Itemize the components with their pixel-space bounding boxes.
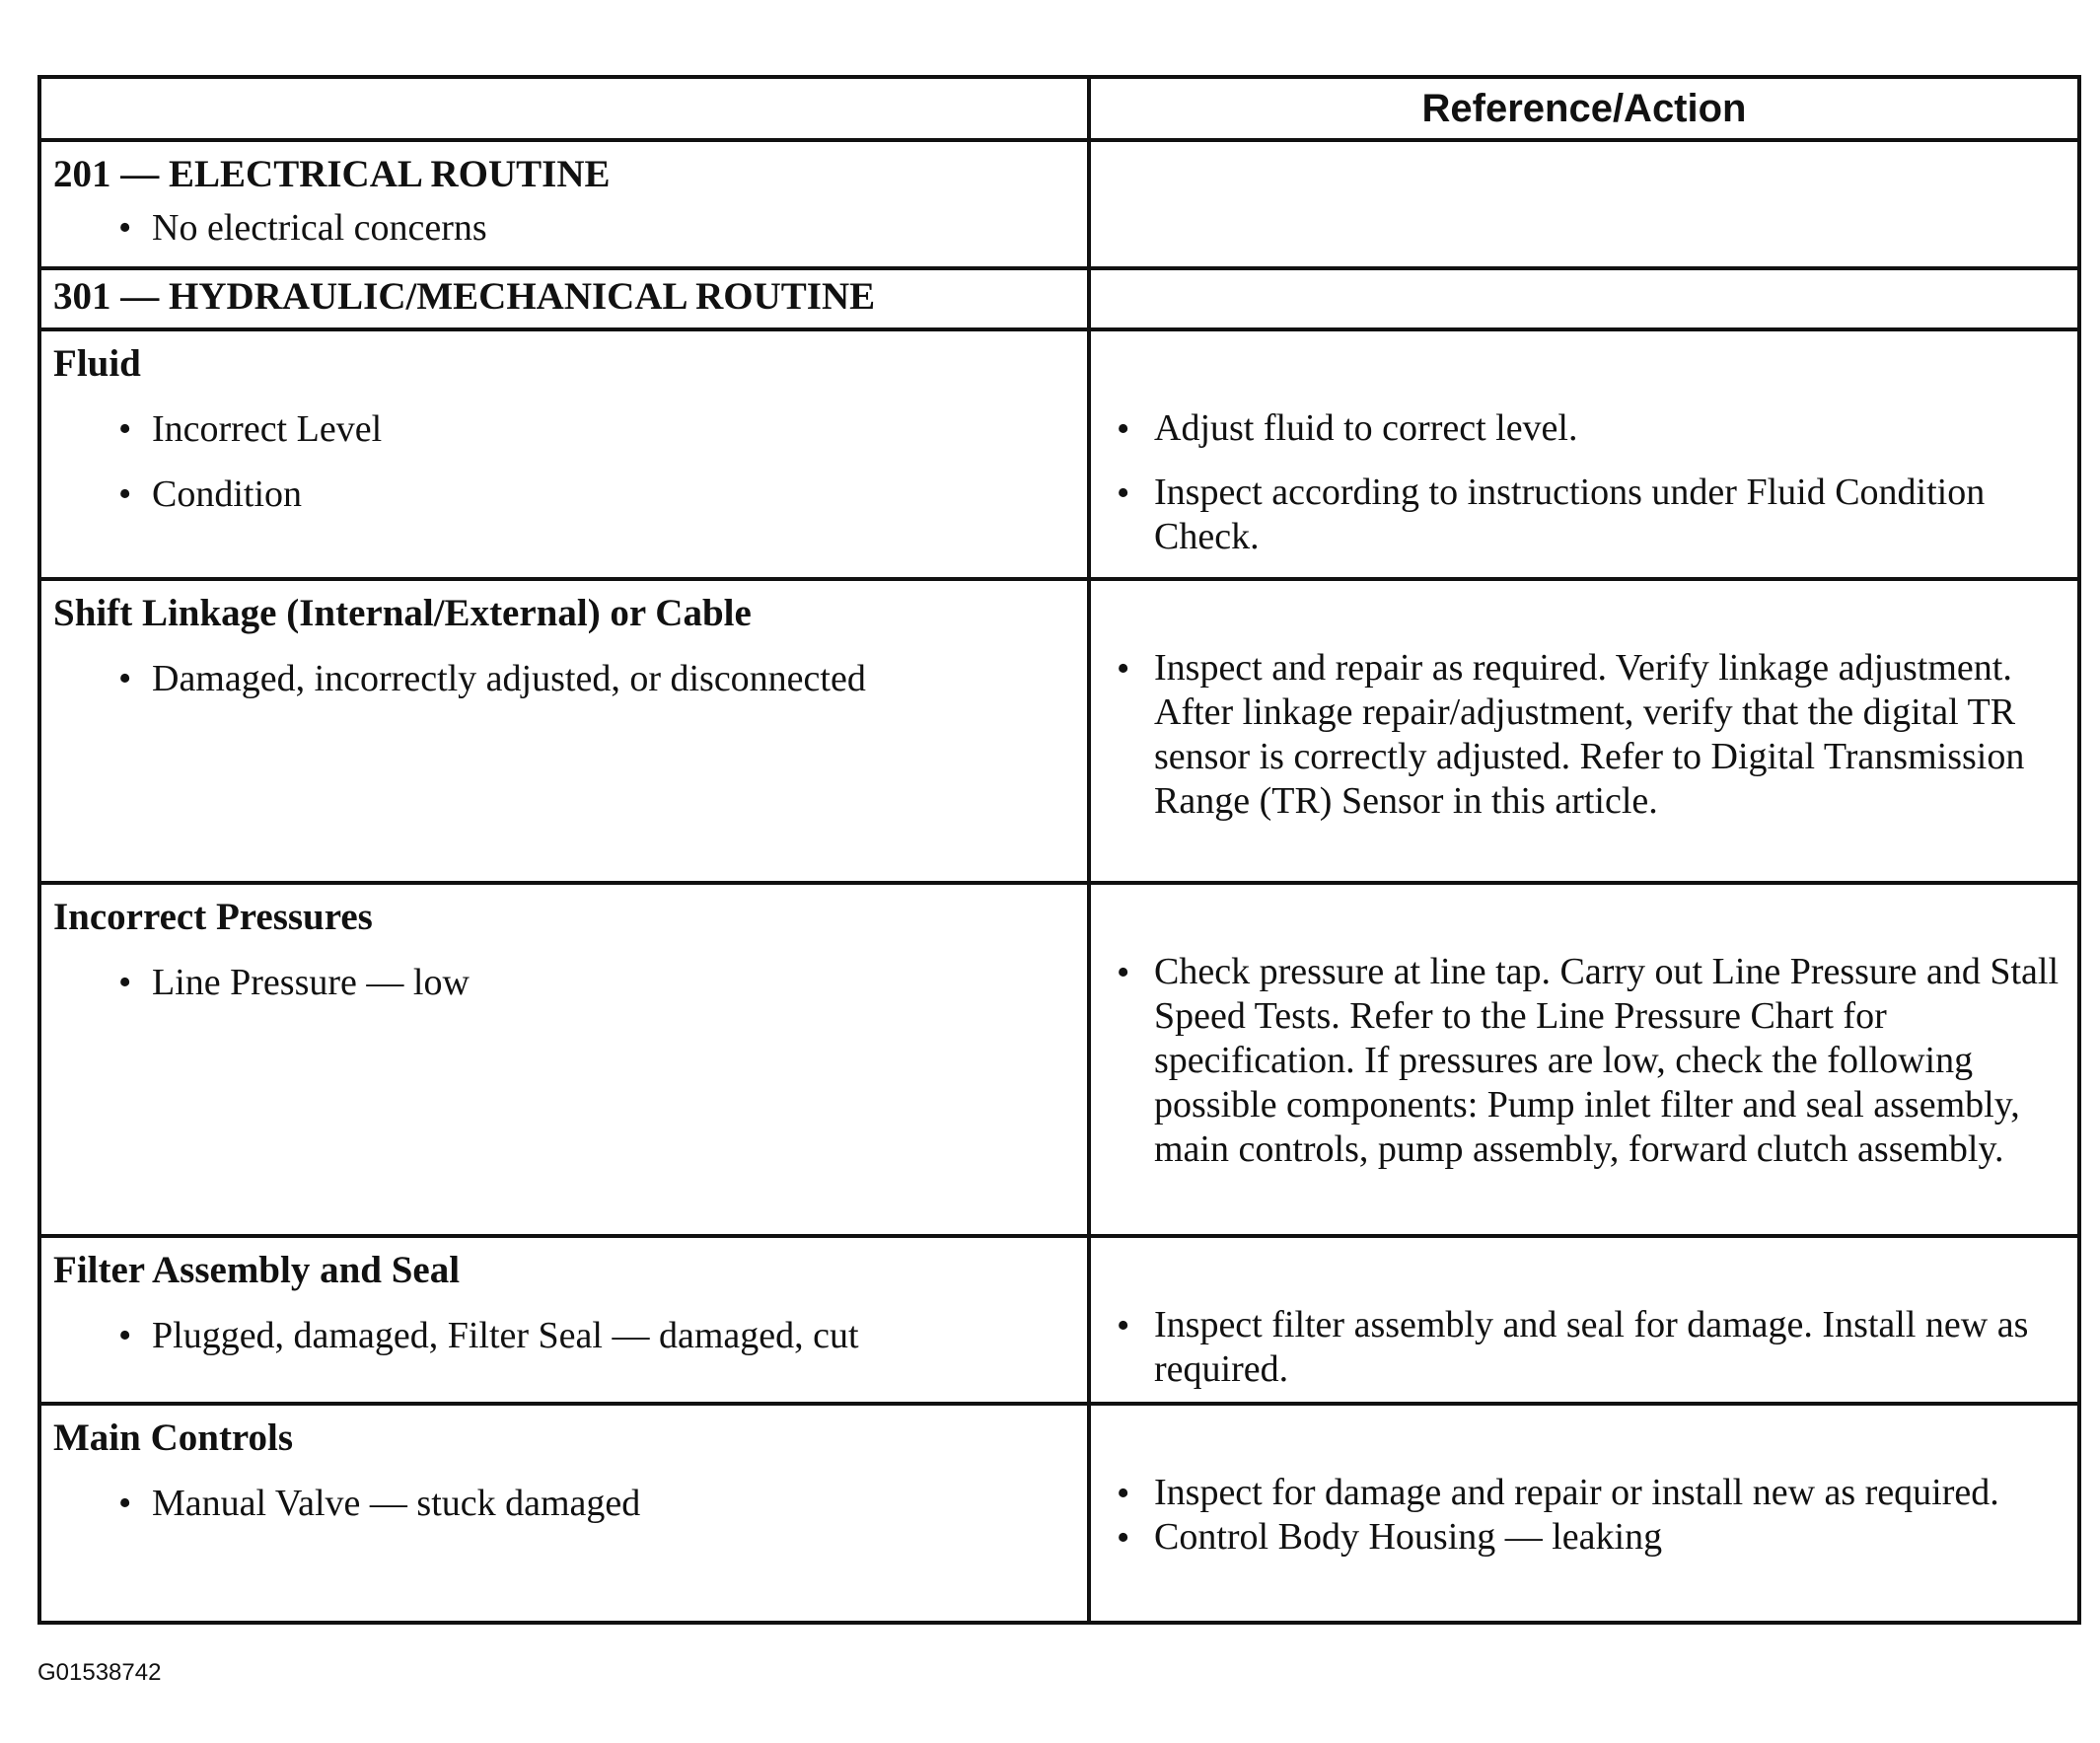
condition-cell (39, 1236, 1089, 1404)
action-item (1091, 1303, 2077, 1392)
bullet-icon: • (1117, 1517, 1130, 1559)
bullet-icon: • (1117, 648, 1130, 690)
condition-item (41, 406, 1087, 452)
condition-cell (39, 329, 1089, 579)
bullet-icon: • (118, 1483, 132, 1524)
section-title: Shift Linkage (Internal/External) or Cable (53, 592, 752, 634)
condition-cell (39, 268, 1089, 329)
condition-item (41, 960, 1087, 1005)
condition-text: Manual Valve — stuck damaged (152, 1483, 641, 1524)
condition-cell (39, 1404, 1089, 1623)
condition-item (41, 472, 1087, 517)
bullet-icon: • (118, 473, 132, 515)
bullet-icon: • (118, 207, 132, 249)
section-title: Incorrect Pressures (53, 896, 373, 938)
condition-item (41, 205, 1087, 251)
bullet-icon: • (1117, 472, 1130, 514)
action-item (1091, 1471, 2077, 1515)
condition-text: Damaged, incorrectly adjusted, or disconnected (152, 658, 866, 699)
condition-item (41, 1481, 1087, 1526)
action-text: Check pressure at line tap. Carry out Line Pressure and Stall Speed Tests. Refer to the Line Pressure Chart for specification. If pressures are low, check the following possible components: Pump inlet filter and seal assembly, main controls, pump assembly, forward clutch assembly. (1154, 951, 2060, 1170)
action-text: Control Body Housing — leaking (1154, 1516, 1663, 1558)
section-title: 201 — ELECTRICAL ROUTINE (53, 153, 611, 195)
bullet-icon: • (1117, 408, 1130, 450)
table-header-row (39, 77, 2079, 140)
bullet-icon: • (1117, 952, 1130, 993)
section-title: Filter Assembly and Seal (53, 1249, 461, 1291)
condition-text: Incorrect Level (152, 408, 383, 450)
bullet-icon: • (118, 658, 132, 699)
action-item (1091, 471, 2077, 559)
condition-cell (39, 140, 1089, 268)
column-header-reference-action: Reference/Action (1089, 77, 2079, 140)
section-title: Main Controls (53, 1416, 294, 1459)
table-row (39, 883, 2079, 1236)
action-text: Adjust fluid to correct level. (1154, 407, 1578, 449)
action-item (1091, 646, 2077, 824)
action-cell (1089, 1404, 2079, 1623)
bullet-icon: • (1117, 1305, 1130, 1346)
action-cell (1089, 329, 2079, 579)
bullet-icon: • (118, 1315, 132, 1356)
action-text: Inspect and repair as required. Verify linkage adjustment. After linkage repair/adjustment, verify that the digital TR sensor is correctly adjusted. Refer to Digital Transmission Range (TR) Sensor in this article. (1154, 647, 2025, 822)
table-row (39, 1236, 2079, 1404)
action-item (1091, 950, 2077, 1172)
section-title: Fluid (53, 342, 141, 385)
section-title: 301 — HYDRAULIC/MECHANICAL ROUTINE (53, 275, 876, 318)
action-text: Inspect for damage and repair or install new as required. (1154, 1472, 1999, 1513)
condition-text: Condition (152, 473, 303, 515)
action-item (1091, 1515, 2077, 1560)
figure-id-label: G01538742 (37, 1659, 162, 1686)
bullet-icon: • (1117, 1473, 1130, 1514)
condition-text: No electrical concerns (152, 207, 487, 249)
action-cell (1089, 1236, 2079, 1404)
action-item (1091, 406, 2077, 451)
table-row (39, 268, 2079, 329)
table-row (39, 140, 2079, 268)
condition-cell (39, 579, 1089, 883)
condition-text: Line Pressure — low (152, 962, 470, 1003)
action-cell (1089, 268, 2079, 329)
action-cell (1089, 579, 2079, 883)
table-row (39, 329, 2079, 579)
action-cell (1089, 883, 2079, 1236)
condition-cell (39, 883, 1089, 1236)
bullet-icon: • (118, 962, 132, 1003)
action-text: Inspect according to instructions under Fluid Condition Check. (1154, 472, 1986, 557)
condition-text: Plugged, damaged, Filter Seal — damaged, cut (152, 1315, 859, 1356)
column-header-condition (39, 77, 1089, 140)
action-text: Inspect filter assembly and seal for damage. Install new as required. (1154, 1304, 2029, 1390)
table-row (39, 1404, 2079, 1623)
diagnostic-table (37, 75, 2081, 1625)
action-cell (1089, 140, 2079, 268)
bullet-icon: • (118, 408, 132, 450)
condition-item (41, 1313, 1087, 1358)
condition-item (41, 656, 1087, 701)
table-row (39, 579, 2079, 883)
